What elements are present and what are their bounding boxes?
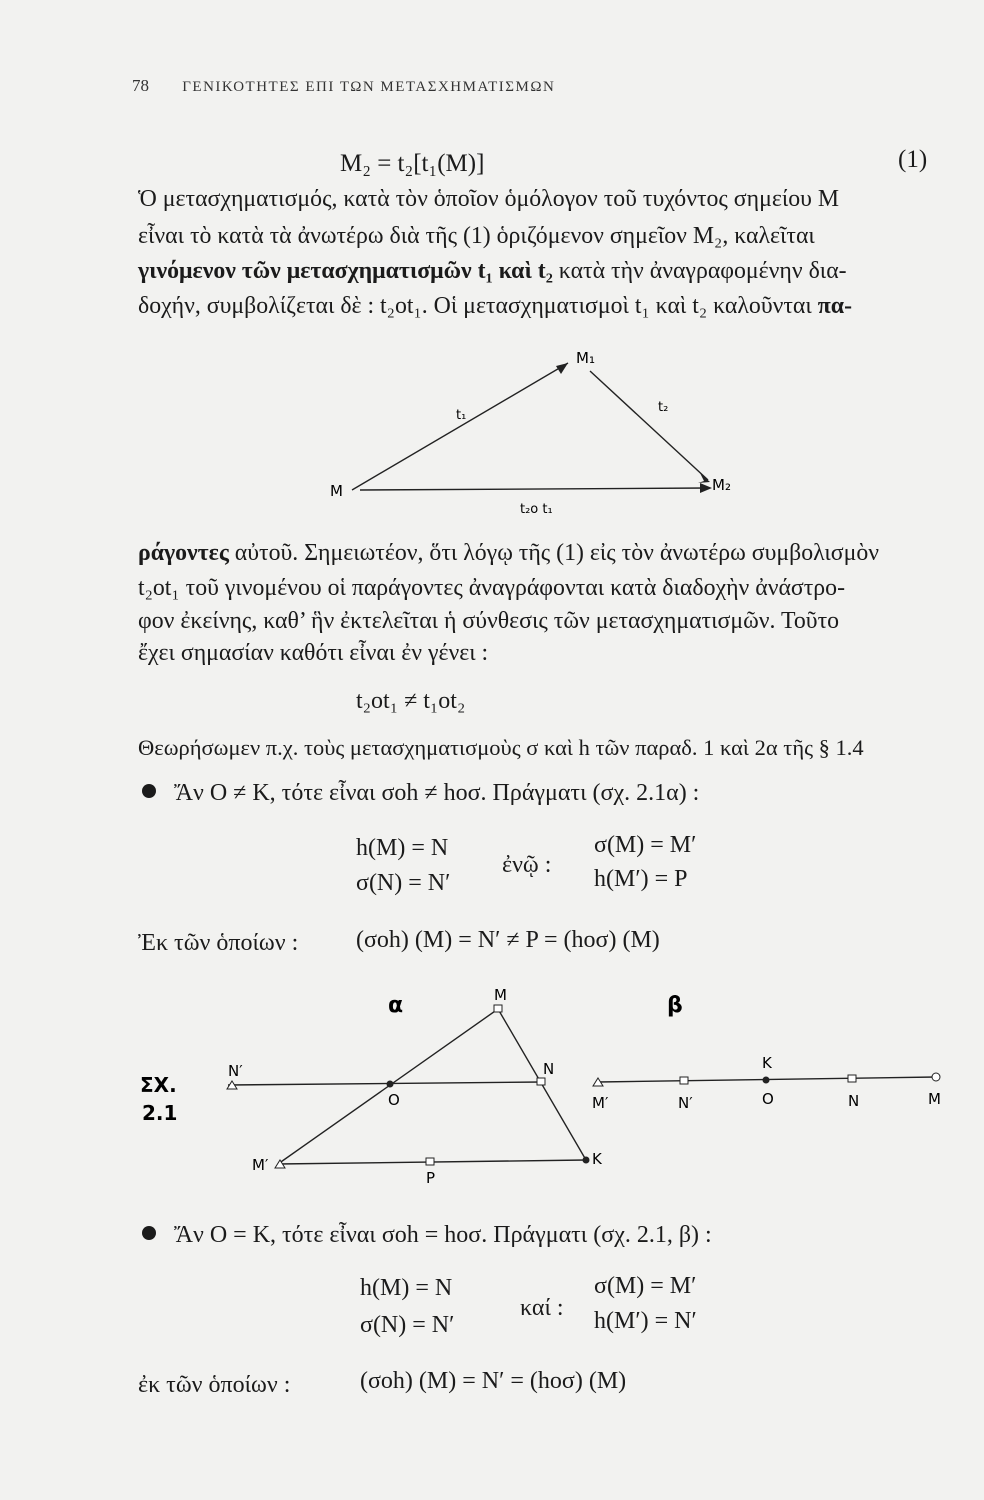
arrow-composition [360,488,708,490]
beta-label-Nprime: N′ [678,1094,693,1112]
equation-2: t₂οt₁ ≠ t₁οt₂ [356,688,466,714]
case1-intro-text: Ἄν O ≠ K, τότε εἶναι σοh ≠ hοσ. Πράγματι (σχ. 2.1α) : [174,780,700,806]
case2-right1: σ(M) = M′ [594,1273,697,1299]
alpha-label-O: O [388,1091,400,1109]
beta-label-K: K [762,1054,772,1072]
alpha-label-P: P [426,1169,436,1187]
label-M: M [330,482,343,500]
alpha-point-M [494,1005,502,1012]
alpha-point-N [537,1078,545,1085]
case2-intro [142,1222,712,1249]
beta-point-Nprime [680,1077,688,1084]
arrowhead-t1 [556,363,568,374]
alpha-label-M: M [494,986,507,1004]
case2-conclusion: (σοh) (M) = N′ = (hοσ) (M) [360,1368,627,1394]
case2-left2: σ(N) = N′ [360,1312,455,1338]
para2-line1-rest: αὐτοῦ. Σημειωτέον, ὅτι λόγῳ τῆς (1) εἰς τὸν ἀνωτέρω συμβολισμὸν [228,540,880,566]
figure-composition-triangle [300,335,760,525]
alpha-label-Nprime: N′ [228,1062,243,1080]
case1-right1: σ(M) = M′ [594,832,697,858]
equation-1-tag: (1) [898,146,928,173]
para1-line3-rest: κατὰ τὴν ἀναγραφομένην δια- [552,258,847,284]
alpha-point-P [426,1158,434,1165]
page-header [132,76,555,96]
case1-right2: h(M′) = P [594,866,688,892]
para1-line4 [138,293,852,320]
case2-left1: h(M) = N [360,1275,453,1301]
arrowhead-composition [700,483,712,493]
alpha-point-K [583,1157,590,1164]
defined-term: γινόμενον τῶν μετασχηματισμῶν t₁ καὶ t₂ [138,258,553,284]
arrow-t1 [352,363,568,490]
bullet-icon [142,784,156,798]
label-M1: M₁ [576,349,595,367]
para2-line4: ἔχει σημασίαν καθότι εἶναι ἐν γένει : [138,640,489,666]
beta-label-O: O [762,1090,774,1108]
beta-point-O [763,1077,770,1084]
alpha-label-Mprime: M′ [252,1156,269,1174]
para1-line4-bold: πα- [817,293,853,319]
caption-number: 2.1 [142,1101,178,1125]
case2-conclusion-label: ἐκ τῶν ὁποίων : [138,1372,291,1398]
page-number: 78 [132,76,149,95]
alpha-label-K: K [592,1150,602,1168]
label-alpha: α [388,993,404,1018]
case1-conclusion-label: Ἐκ τῶν ὁποίων : [138,930,299,956]
consider-line: Θεωρήσωμεν π.χ. τοὺς μετασχηματισμοὺς σ καὶ h τῶν παραδ. 1 καὶ 2α τῆς § 1.4 [138,735,864,760]
para1-line3 [138,258,847,285]
alpha-point-O [387,1081,394,1088]
para1-line1: Ὁ μετασχηματισμός, κατὰ τὸν ὁποῖον ὁμόλογον τοῦ τυχόντος σημείου M [138,186,840,212]
label-beta: β [667,993,683,1018]
beta-point-N [848,1075,856,1082]
case1-conclusion: (σοh) (M) = N′ ≠ P = (hοσ) (M) [356,927,660,953]
beta-label-Mprime: M′ [592,1094,609,1112]
para1-line2: εἶναι τὸ κατὰ τὰ ἀνωτέρω διὰ τῆς (1) ὁριζόμενον σημεῖον M₂, καλεῖται [138,223,815,249]
beta-label-M: M [928,1090,941,1108]
arrowhead-t2 [698,473,710,483]
para2-line1 [138,540,879,567]
beta-point-M [932,1073,940,1081]
running-title: ΓΕΝΙΚΟΤΗΤΕΣ ΕΠΙ ΤΩΝ ΜΕΤΑΣΧΗΜΑΤΙΣΜΩΝ [182,79,556,95]
para2-line3: φον ἐκείνης, καθ’ ἣν ἐκτελεῖται ἡ σύνθεσις τῶν μετασχηματισμῶν. Τοῦτο [138,608,840,634]
case2-mid: καί : [520,1295,564,1321]
para2-bold-word: ράγοντες [138,540,229,566]
alpha-axis [228,1082,542,1085]
case1-left1: h(M) = N [356,835,449,861]
bullet-icon [142,1226,156,1240]
label-t2: t₂ [658,400,669,415]
caption-sx: ΣΧ. [140,1073,177,1097]
case1-left2: σ(N) = N′ [356,870,451,896]
label-composition: t₂ο t₁ [520,502,553,517]
arrow-t2 [590,371,708,480]
label-t1: t₁ [456,408,467,423]
figure-2-1 [130,980,950,1195]
case1-intro [142,780,699,807]
case2-right2: h(M′) = N′ [594,1308,697,1334]
label-M2: M₂ [712,476,731,494]
equation-1: M₂ = t₂[t₁(M)] [340,150,485,177]
para2-line2: t₂οt₁ τοῦ γινομένου οἱ παράγοντες ἀναγράφονται κατὰ διαδοχὴν ἀνάστρο- [138,575,846,601]
case2-intro-text: Ἄν O = K, τότε εἶναι σοh = hοσ. Πράγματι (σχ. 2.1, β) : [174,1222,712,1248]
para1-line4-text: δοχήν, συμβολίζεται δὲ : t₂οt₁. Οἱ μετασχηματισμοὶ t₁ καὶ t₂ καλοῦνται [138,293,818,319]
case1-mid: ἐνῷ : [502,852,552,878]
alpha-label-N: N [543,1060,555,1078]
beta-label-N: N [848,1092,860,1110]
